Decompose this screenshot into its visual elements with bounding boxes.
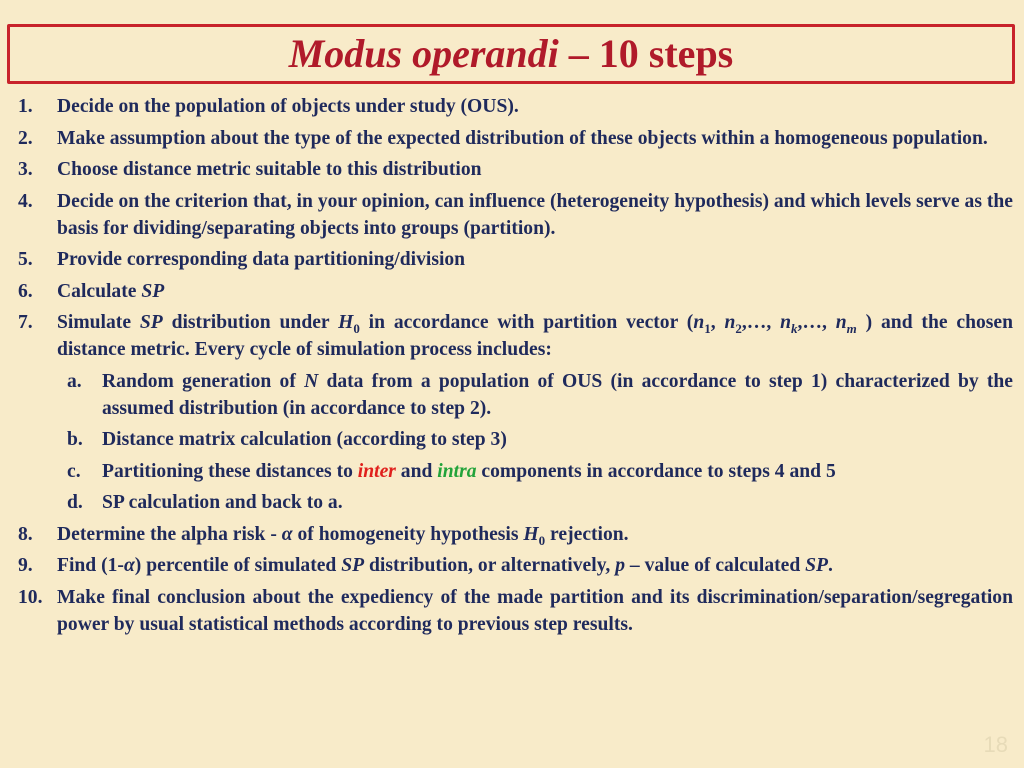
alpha-symbol: α [123, 555, 135, 576]
text-run: Partitioning these distances to [102, 460, 358, 482]
title-rest: – 10 steps [558, 31, 734, 76]
alpha-symbol: α [281, 523, 293, 545]
substep-letter: a. [67, 370, 82, 392]
step-4 [18, 188, 1013, 242]
substep-letter: c. [67, 460, 81, 482]
subscript: m [846, 320, 857, 336]
step-text: Decide on the criterion that, in your opinion, can influence (heterogeneity hypothesis) and which levels serve as the basis for dividing/separating objects into groups (partition). [57, 190, 1013, 239]
sp-symbol: SP [805, 555, 829, 576]
title-box [7, 24, 1015, 84]
steps-list [18, 93, 1013, 642]
text-run: Determine the alpha risk - [57, 523, 282, 545]
substep-letter: d. [67, 492, 83, 513]
text-run: ,…, [797, 312, 836, 333]
step-text [57, 309, 1013, 363]
step-number: 5. [18, 249, 33, 270]
h-symbol: H [338, 312, 354, 333]
inter-word: inter [357, 460, 396, 482]
step-text: Make final conclusion about the expediency of the made partition and its discrimination/separation/segregation power by usual statistical methods according to previous step results. [57, 586, 1013, 635]
text-run: distribution, or alternatively, [364, 555, 616, 576]
step-8 [18, 521, 1013, 548]
text-run: Random generation of [102, 370, 305, 392]
step-3 [18, 156, 1013, 183]
n-symbol: n [724, 312, 736, 333]
h-symbol: H [523, 523, 539, 545]
step-text [57, 521, 1013, 548]
step-text [57, 278, 1013, 305]
subscript: k [791, 320, 798, 336]
text-run: distribution under [162, 312, 339, 333]
substep-text: Distance matrix calculation (according to step 3) [102, 429, 507, 450]
text-run: Simulate [57, 312, 140, 333]
step-2 [18, 125, 1013, 152]
substep-text: SP calculation and back to a. [102, 492, 343, 513]
step-7 [18, 309, 1013, 363]
step-9 [18, 552, 1013, 579]
substep-letter: b. [67, 429, 83, 450]
step-text: Decide on the population of objects under study (OUS). [57, 96, 519, 117]
step-6 [18, 278, 1013, 305]
step-text: Make assumption about the type of the expected distribution of these objects within a homogeneous population. [57, 127, 988, 149]
n-symbol: n [835, 312, 847, 333]
n-symbol: n [693, 312, 705, 333]
subscript: 0 [353, 320, 360, 336]
step-number: 10. [18, 586, 43, 608]
step-text: Choose distance metric suitable to this distribution [57, 159, 482, 180]
text-run: of homogeneity hypothesis [292, 523, 524, 545]
substep-b [67, 426, 1013, 453]
step-number: 7. [18, 312, 33, 333]
step-number: 3. [18, 159, 33, 180]
slide-title [288, 31, 734, 76]
step-number: 2. [18, 127, 33, 149]
n-symbol: N [304, 370, 319, 392]
page-number: 18 [983, 732, 1008, 757]
step-5 [18, 246, 1013, 273]
p-symbol: p [615, 555, 625, 576]
step-text: Provide corresponding data partitioning/division [57, 249, 466, 270]
step-text [57, 552, 1013, 579]
n-symbol: n [780, 312, 792, 333]
step-10 [18, 584, 1013, 638]
step-number: 9. [18, 555, 33, 576]
text-run: , [710, 312, 725, 333]
text-run: – value of calculated [625, 555, 806, 576]
text-run: Find (1- [57, 555, 124, 576]
text-run: rejection. [545, 523, 629, 545]
step-number: 4. [18, 190, 33, 212]
subscript: 1 [704, 320, 711, 336]
text-run: in accordance with partition vector ( [359, 312, 694, 333]
substep-d [67, 489, 1013, 516]
text-run: ) and the chosen distance metric. Every cycle of simulation process includes: [57, 312, 1014, 360]
sp-symbol: SP [141, 280, 165, 302]
text-run: components in accordance to steps 4 and 5 [476, 460, 836, 482]
text-run: ) percentile of simulated [134, 555, 342, 576]
sp-symbol: SP [341, 555, 365, 576]
text-run: data from a population of OUS (in accordance to step 1) characterized by the assumed distribution (in accordance to step 2). [102, 370, 1013, 419]
step-number: 6. [18, 280, 33, 302]
step-number: 1. [18, 96, 33, 117]
step-1 [18, 93, 1013, 120]
substep-a [67, 368, 1013, 422]
sp-symbol: SP [139, 312, 163, 333]
intra-word: intra [437, 460, 477, 482]
subscript: 2 [735, 320, 742, 336]
substep-text [102, 368, 1013, 422]
subscript: 0 [538, 532, 546, 548]
text-run: ,…, [741, 312, 781, 333]
step-number: 8. [18, 523, 33, 545]
substep-text [102, 458, 1013, 485]
text-run: and [395, 460, 438, 482]
text-run: Calculate [57, 280, 142, 302]
text-run: . [828, 555, 833, 576]
substep-c [67, 458, 1013, 485]
title-italic: Modus operandi [288, 31, 559, 76]
